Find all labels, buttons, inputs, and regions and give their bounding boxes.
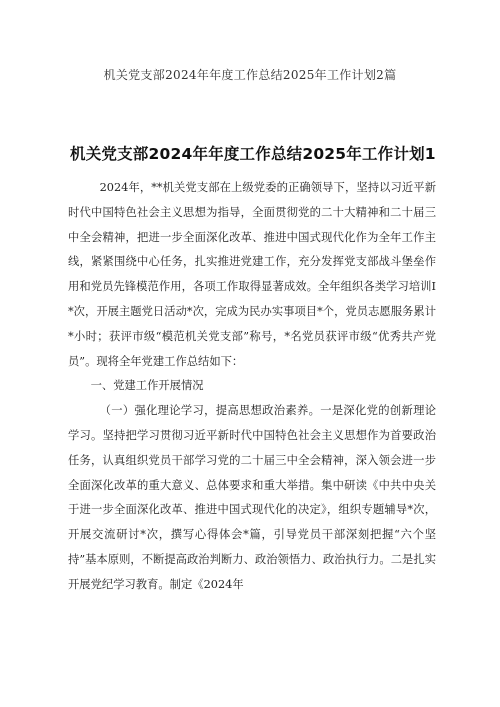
body-paragraph: （一）强化理论学习，提高思想政治素养。一是深化党的创新理论学习。坚持把学习贯彻习近平新时代中国特色社会主义思想作为首要政治任务，认真组织党员干部学习党的二十届三中全会精神，深入领会进一步全面深化改革的重大意义、总体要求和重大举措。集中研读《中共中央关于进一步全面深化改革、推进中国式现代化的决定》，组织专题辅导*次，开展交流研讨*次，撰写心得体会*篇，引导党员干部深刻把握“六个坚持”基本原则，不断提高政治判断力、政治领悟力、政治执行力。二是扎实开展党纪学习教育。制定《2024年 (68, 404, 436, 591)
document-header: 机关党支部2024年年度工作总结2025年工作计划2篇 (103, 68, 397, 82)
document-title: 机关党支部2024年年度工作总结2025年工作计划1 (70, 145, 436, 163)
intro-paragraph: 2024年，**机关党支部在上级党委的正确领导下，坚持以习近平新时代中国特色社会主义思想为指导，全面贯彻党的二十大精神和二十届三中全会精神，把进一步全面深化改革、推进中国式现代化作为全年工作主线，紧紧围绕中心任务，扎实推进党建工作，充分发挥党支部战斗堡垒作用和党员先锋模范作用，各项工作取得显著成效。全年组织各类学习培训I*次，开展主题党日活动*次，完成为民办实事项目*个，党员志愿服务累计*小时；获评市级“模范机关党支部”称号，*名党员获评市级“优秀共产党员”。现将全年党建工作总结如下： (68, 181, 436, 368)
document-body (68, 176, 436, 598)
section-heading: 一、党建工作开展情况 (90, 379, 204, 393)
